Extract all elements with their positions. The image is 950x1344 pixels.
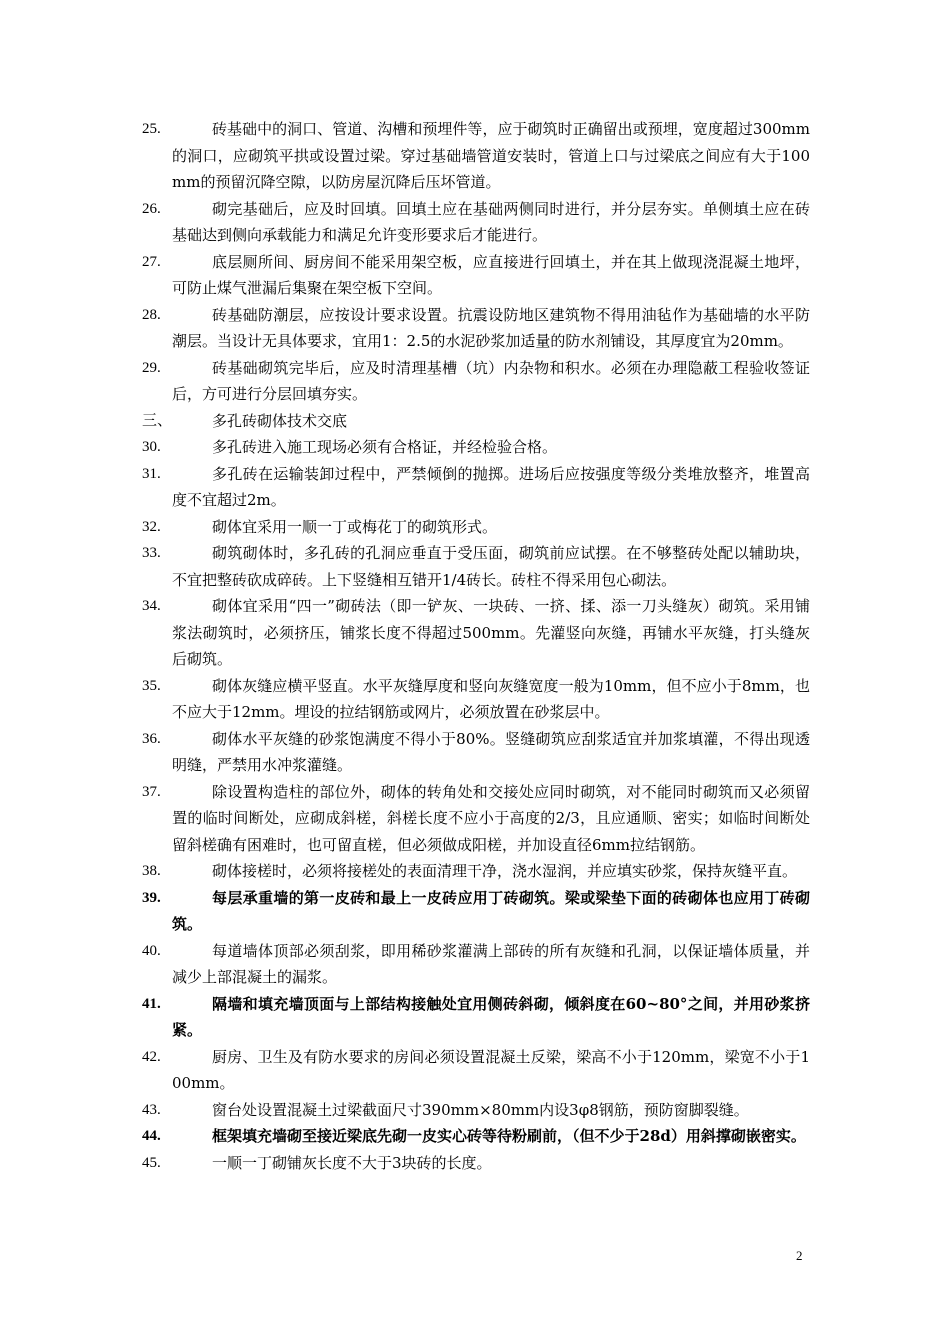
list-item	[140, 355, 810, 408]
item-text: 多孔砖在运输装卸过程中，严禁倾倒的抛掷。进场后应按强度等级分类堆放整齐，堆置高度不宜超过2m。	[172, 464, 810, 509]
item-number: 25.	[142, 121, 161, 137]
item-number: 43.	[142, 1101, 161, 1118]
item-number: 41.	[142, 995, 161, 1012]
list-item	[140, 1044, 810, 1097]
item-number: 28.	[142, 306, 161, 323]
item-text: 框架填充墙砌至接近梁底先砌一皮实心砖等待粉刷前，（但不少于28d）用斜撑砌嵌密实。	[212, 1127, 806, 1145]
list-item	[140, 593, 810, 673]
item-text: 砌体接槎时，必须将接槎处的表面清理干净，浇水湿润，并应填实砂浆，保持灰缝平直。	[212, 862, 798, 880]
item-text: 砖基础防潮层，应按设计要求设置。抗震设防地区建筑物不得用油毡作为基础墙的水平防潮层。当设计无具体要求，宜用1：2.5的水泥砂浆加适量的防水剂铺设，其厚度宜为20mm。	[172, 305, 810, 350]
item-number: 39.	[142, 889, 161, 906]
list-item	[140, 726, 810, 779]
item-number: 45.	[142, 1154, 161, 1171]
item-text: 每道墙体顶部必须刮浆，即用稀砂浆灌满上部砖的所有灰缝和孔洞，以保证墙体质量，并减少上部混凝土的漏浆。	[172, 941, 810, 986]
item-text: 每层承重墙的第一皮砖和最上一皮砖应用丁砖砌筑。梁或梁垫下面的砖砌体也应用丁砖砌筑。	[172, 888, 810, 933]
item-number: 三、	[142, 412, 173, 429]
list-item	[140, 302, 810, 355]
item-text: 砌筑砌体时，多孔砖的孔洞应垂直于受压面，砌筑前应试摆。在不够整砖处配以辅助块，不宜把整砖砍成碎砖。上下竖缝相互错开1/4砖长。砖柱不得采用包心砌法。	[172, 544, 810, 589]
item-text: 除设置构造柱的部位外，砌体的转角处和交接处应同时砌筑，对不能同时砌筑而又必须留置的临时间断处，应砌成斜槎，斜槎长度不应小于高度的2/3，且应通顺、密实；如临时间断处留斜槎确有困难时，也可留直槎，但必须做成阳槎，并加设直径6mm拉结钢筋。	[172, 782, 810, 854]
item-number: 34.	[142, 598, 161, 614]
item-text: 砌体宜采用“四一”砌砖法（即一铲灰、一块砖、一挤、揉、添一刀头缝灰）砌筑。采用铺浆法砌筑时，必须挤压，铺浆长度不得超过500mm。先灌竖向灰缝，再铺水平灰缝，打头缝灰后砌筑。	[172, 597, 810, 668]
list-item	[140, 938, 810, 991]
item-number: 36.	[142, 730, 161, 747]
item-text: 窗台处设置混凝土过梁截面尺寸390mm×80mm内设3φ8钢筋，预防窗脚裂缝。	[212, 1100, 749, 1119]
list-item	[140, 779, 810, 859]
list-item	[140, 434, 810, 461]
list-item	[140, 540, 810, 593]
list-item	[140, 1123, 810, 1150]
list-item	[140, 196, 810, 249]
item-number: 29.	[142, 359, 161, 376]
item-text: 多孔砖砌体技术交底	[212, 411, 348, 430]
item-text: 厨房、卫生及有防水要求的房间必须设置混凝土反梁，梁高不小于120mm，梁宽不小于100mm。	[172, 1047, 810, 1092]
item-text: 砌体水平灰缝的砂浆饱满度不得小于80%。竖缝砌筑应刮浆适宜并加浆填灌，不得出现透明缝，严禁用水冲浆灌缝。	[172, 729, 810, 774]
item-number: 32.	[142, 518, 161, 535]
list-item	[140, 858, 810, 885]
list-item	[140, 116, 810, 196]
item-number: 42.	[142, 1048, 161, 1065]
item-text: 砖基础砌筑完毕后，应及时清理基槽（坑）内杂物和积水。必须在办理隐蔽工程验收签证后，方可进行分层回填夯实。	[172, 358, 810, 403]
list-item	[140, 885, 810, 938]
item-number: 37.	[142, 783, 161, 800]
list-item	[140, 249, 810, 302]
list-item	[140, 673, 810, 726]
list-item	[140, 514, 810, 541]
item-number: 30.	[142, 439, 161, 455]
item-number: 26.	[142, 200, 161, 217]
list-item	[140, 991, 810, 1044]
list-item	[140, 1150, 810, 1177]
item-text: 砌体灰缝应横平竖直。水平灰缝厚度和竖向灰缝宽度一般为10mm，但不应小于8mm，也不应大于12mm。埋设的拉结钢筋或网片，必须放置在砂浆层中。	[172, 676, 810, 721]
item-text: 底层厕所间、厨房间不能采用架空板，应直接进行回填土，并在其上做现浇混凝土地坪，可防止煤气泄漏后集聚在架空板下空间。	[172, 252, 810, 297]
list-item	[140, 408, 810, 435]
item-number: 33.	[142, 545, 161, 561]
technical-disclosure-list	[140, 116, 810, 1176]
list-item	[140, 1097, 810, 1124]
item-text: 砌完基础后，应及时回填。回填土应在基础两侧同时进行，并分层夯实。单侧填土应在砖基础达到侧向承载能力和满足允许变形要求后才能进行。	[172, 199, 810, 244]
item-number: 35.	[142, 677, 161, 694]
item-text: 一顺一丁砌铺灰长度不大于3块砖的长度。	[212, 1153, 492, 1172]
list-item	[140, 461, 810, 514]
item-text: 砖基础中的洞口、管道、沟槽和预埋件等，应于砌筑时正确留出或预埋，宽度超过300mm的洞口，应砌筑平拱或设置过梁。穿过基础墙管道安装时，管道上口与过梁底之间应有大于100mm的预留沉降空隙，以防房屋沉降后压坏管道。	[172, 120, 810, 191]
item-number: 38.	[142, 863, 161, 879]
item-text: 隔墙和填充墙顶面与上部结构接触处宜用侧砖斜砌，倾斜度在60~80°之间，并用砂浆挤紧。	[172, 994, 810, 1039]
item-number: 27.	[142, 253, 161, 270]
item-text: 多孔砖进入施工现场必须有合格证，并经检验合格。	[212, 438, 558, 456]
item-number: 40.	[142, 942, 161, 959]
page-number: 2	[796, 1248, 803, 1263]
item-text: 砌体宜采用一顺一丁或梅花丁的砌筑形式。	[212, 517, 498, 536]
item-number: 31.	[142, 465, 161, 482]
item-number: 44.	[142, 1128, 161, 1144]
